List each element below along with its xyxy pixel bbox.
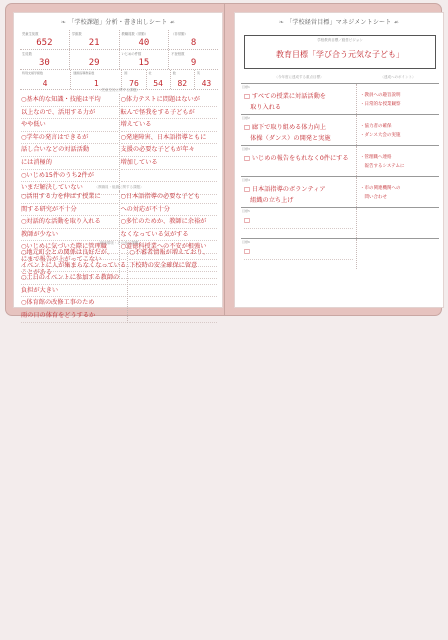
student-issues-section: 〈児童生徒に関する課題〉 ○基本的な知識・技能は平均 以上なので、活用する力が やや低い ○学年の発言はできるが 話し合いなどの対話活動 には消極的 ○いじめ15件のうち2件が いまだ解決していない ○体力テストに問題はないが 転んで怪我をする子どもが 増えている ○発達障害、日本語指導ともに 支援の必要な子どもが年々 増加している bbox=[20, 88, 218, 195]
list-item: 雨の日の体育をどうするか bbox=[21, 310, 126, 323]
goal-block: 目標1 □ すべての授業に対話活動を 取り入れる ・教員への趣旨説明 ・日常的な授業観察 bbox=[241, 84, 439, 115]
list-item: イベントに人が集まらなくなっている bbox=[21, 260, 126, 273]
stat-cell: 児童生徒数 652 bbox=[20, 30, 70, 49]
stat-cell: 英 43 bbox=[196, 71, 212, 88]
stat-cell: 国 76 bbox=[122, 70, 146, 89]
list-item: 教師が少ない bbox=[21, 229, 118, 242]
list-item: ○対話的な活動を取り入れる bbox=[21, 216, 118, 229]
list-item: ○いじめに気づいた際に管理職 bbox=[21, 241, 118, 254]
stat-cell: （非常勤） 8 bbox=[171, 32, 197, 48]
stat-cell: いじめの件数 15 bbox=[120, 50, 170, 69]
list-item: 話し合いなどの対話活動 bbox=[21, 144, 118, 157]
list-item: ○いじめ15件のうち2件が bbox=[21, 170, 118, 183]
stat-cell: 教職員数（常勤） 40 bbox=[120, 30, 170, 49]
list-item: への対応が不十分 bbox=[121, 204, 218, 217]
list-item: ○多忙のためか、教師に余裕が bbox=[121, 216, 218, 229]
goal-item: □ bbox=[244, 217, 250, 224]
management-sheet-title: ❧ 「学校経営目標」マネジメントシート ☙ bbox=[278, 19, 400, 26]
list-item bbox=[129, 310, 217, 323]
list-item: 関する研究が不十分 bbox=[21, 204, 118, 217]
stat-cell: 不登校数 9 bbox=[171, 52, 197, 68]
goals-grid bbox=[241, 75, 439, 269]
analysis-sheet-page bbox=[13, 12, 223, 319]
list-item: ○体力テストに問題はないが bbox=[121, 94, 218, 107]
stat-cell: 通級指導教室数 1 bbox=[71, 70, 122, 89]
school-stats-grid bbox=[20, 30, 218, 90]
ornament-icon: ❧ bbox=[60, 19, 69, 26]
list-item: ことがある bbox=[21, 267, 118, 280]
list-item: ○不審者情報が増えており、 bbox=[129, 247, 217, 260]
goal-block: 目標3 □ いじめの報告をもれなく0件にする ・管理職へ連絡 報告するシステムに bbox=[241, 146, 439, 177]
ornament-icon: ☙ bbox=[391, 19, 400, 26]
stat-cell: 学級数 21 bbox=[70, 30, 120, 49]
stat-cell: 29 bbox=[70, 50, 120, 69]
list-item: ○日本語指導の必要な子ども bbox=[121, 191, 218, 204]
staff-issues-section: 〈教職員・組織に関する課題〉 ○活用する力を伸ばす授業に 関する研究が不十分 ○対話的な活動を取り入れる 教師が少ない ○いじめに気づいた際に管理職 にまで報告が上がってこない ことがある ○日本語指導の必要な子ども への対応が不十分 ○多忙のためか、教師に余裕が なくなっている気がする ○道徳科授業への不安が根強い bbox=[20, 185, 218, 279]
goal-item: □ bbox=[244, 248, 250, 255]
goal-item: □ すべての授業に対話活動を 取り入れる bbox=[244, 93, 326, 111]
notebook-spine bbox=[224, 4, 225, 315]
school-goal-text: 教育目標「学び合う元気な子ども」 bbox=[276, 50, 404, 59]
list-item: ○活用する力を伸ばす授業に bbox=[21, 191, 118, 204]
list-item: 増えている bbox=[121, 119, 218, 132]
community-issues-section: 〈地域環境・その他の課題〉 ○地元町会との関係は良好だが、 イベントに人が集まらなくなっている ○土日のイベントに参加する教師の 負担が大きい ○体育館の改修工事のため 雨の日の体育をどうするか ○不審者情報が増えており、 下校時の安全確保に留意 bbox=[20, 241, 218, 323]
goal-block: 目標4 □ 日本語指導のボランティア 組織の立ち上げ ・市の関連機関への 問い合わせ bbox=[241, 177, 439, 208]
list-item: なくなっている気がする bbox=[121, 229, 218, 242]
ornament-icon: ☙ bbox=[167, 19, 176, 26]
list-item: 負担が大きい bbox=[21, 285, 126, 298]
ornament-icon: ❧ bbox=[278, 19, 287, 26]
list-item bbox=[129, 297, 217, 310]
stat-cell: 社 54 bbox=[147, 70, 171, 89]
goal-item: □ 日本語指導のボランティア 組織の立ち上げ bbox=[244, 186, 326, 204]
stat-cell: 生徒数 30 bbox=[20, 50, 70, 69]
stat-cell: 数 82 bbox=[171, 70, 195, 89]
stat-cell: 特別支援学級数 4 bbox=[20, 70, 71, 89]
list-item: ○地元町会との関係は良好だが、 bbox=[21, 247, 126, 260]
list-item: 下校時の安全確保に留意 bbox=[129, 260, 217, 273]
school-goal-box: 学校教育目標／経営ビジョン 教育目標「学び合う元気な子ども」 bbox=[244, 35, 436, 69]
goal-block: 目標5 □ bbox=[241, 208, 439, 239]
list-item: 増加している bbox=[121, 157, 218, 170]
list-item: にまで報告が上がってこない bbox=[21, 254, 118, 267]
list-item: には消極的 bbox=[21, 157, 118, 170]
stats-row bbox=[20, 50, 218, 70]
stats-row bbox=[20, 30, 218, 50]
list-item: ○学年の発言はできるが bbox=[21, 132, 118, 145]
goal-block: 目標2 □ 廊下で取り組める体力向上 体操（ダンス）の開発と実施 ・協力者の確保 ・ダンス大会の実施 bbox=[241, 115, 439, 146]
stats-row bbox=[20, 70, 218, 90]
list-item: ○土日のイベントに参加する教師の bbox=[21, 272, 126, 285]
management-sheet-page bbox=[234, 12, 444, 308]
list-item: やや低い bbox=[21, 119, 118, 132]
list-item bbox=[129, 272, 217, 285]
goal-item: □ いじめの報告をもれなく0件にする bbox=[244, 155, 349, 162]
list-item: 以上なので、活用する力が bbox=[21, 107, 118, 120]
list-item bbox=[121, 170, 218, 183]
list-item: ○発達障害、日本語指導ともに bbox=[121, 132, 218, 145]
goals-grid-header: 〈今年度に達成する重点目標〉 〈達成へのポイント〉 bbox=[241, 75, 439, 84]
list-item: 転んで怪我をする子どもが bbox=[121, 107, 218, 120]
list-item: ○道徳科授業への不安が根強い bbox=[121, 241, 218, 254]
list-item: いまだ解決していない bbox=[21, 182, 118, 195]
list-item bbox=[129, 285, 217, 298]
notebook-spread bbox=[5, 3, 442, 319]
list-item: ○体育館の改修工事のため bbox=[21, 297, 126, 310]
goal-block: 目標6 □ bbox=[241, 239, 439, 269]
list-item: ○基本的な知識・技能は平均 bbox=[21, 94, 118, 107]
goal-item: □ 廊下で取り組める体力向上 体操（ダンス）の開発と実施 bbox=[244, 124, 331, 142]
list-item: 支援の必要な子どもが年々 bbox=[121, 144, 218, 157]
analysis-sheet-title: ❧ 「学校課題」分析・書き出しシート ☙ bbox=[60, 19, 176, 26]
